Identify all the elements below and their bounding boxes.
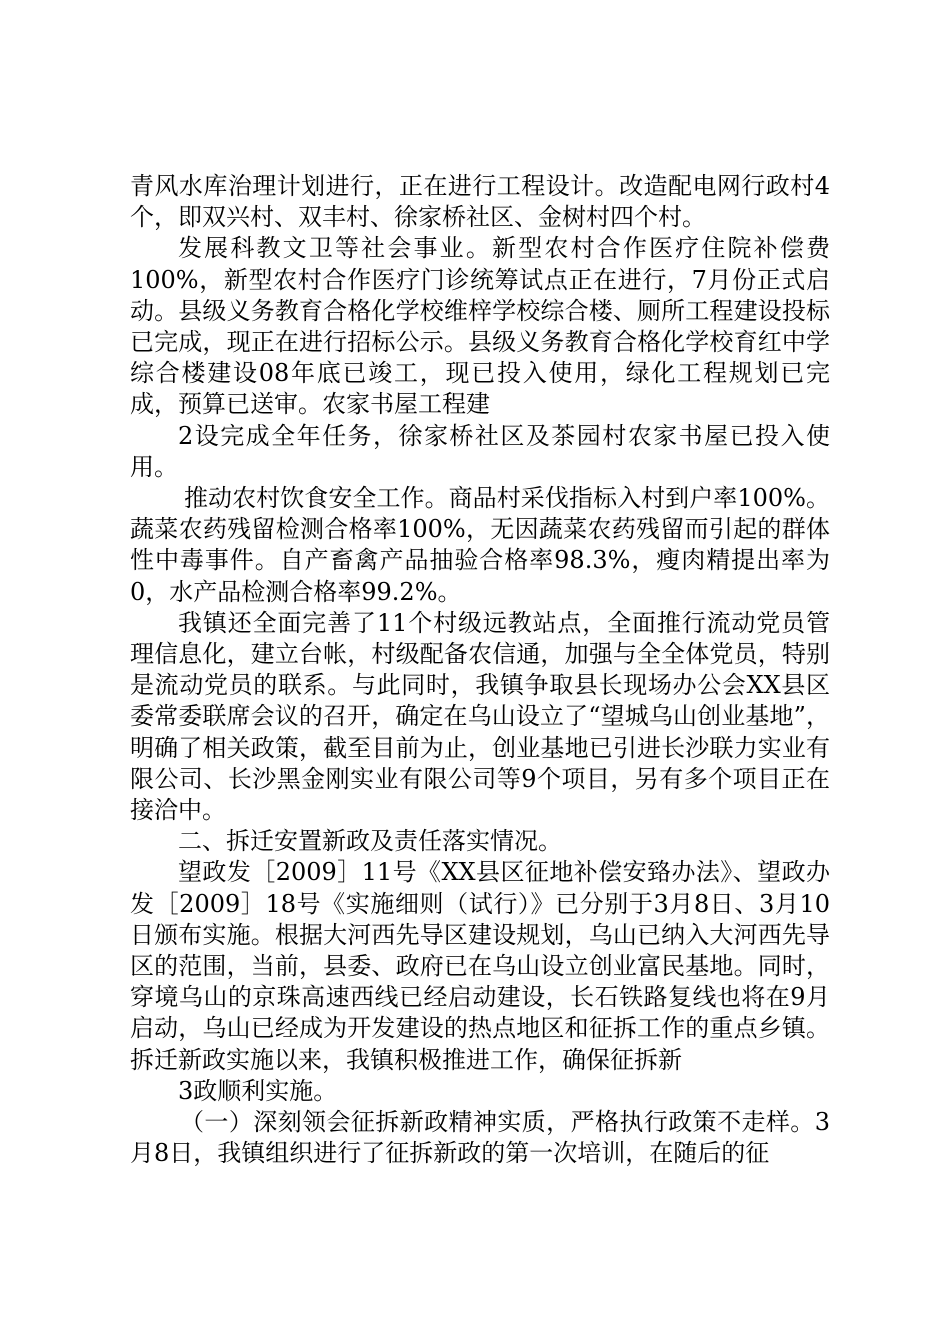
paragraph-party-members: 我镇还全面完善了11个村级远教站点，全面推行流动党员管理信息化，建立台帐，村级配备农信通，加强与全全体党员，特别是流动党员的联系。与此同时，我镇争取县长现场办公会XX县区委常委联席会议的召开，确定在乌山设立了“望城乌山创业基地”，明确了相关政策，截至目前为止，创业基地已引进长沙联力实业有限公司、长沙黑金刚实业有限公司等9个项目，另有多个项目正在接洽中。 xyxy=(130,608,830,825)
section-heading-demolition: 二、拆迁安置新政及责任落实情况。 xyxy=(178,827,562,856)
paragraph-water-reservoir: 青风水库治理计划进行，正在进行工程设计。改造配电网行政村4个，即双兴村、双丰村、徐家桥社区、金树村四个村。 xyxy=(130,172,830,232)
paragraph-page-3-continuation: 3政顺利实施。 xyxy=(178,1076,338,1105)
paragraph-policy-training: （一）深刻领会征拆新政精神实质，严格执行政策不走样。3月8日，我镇组织进行了征拆新政的第一次培训，在随后的征 xyxy=(130,1108,830,1168)
document-body xyxy=(130,171,830,1170)
paragraph-food-safety: 推动农村饮食安全工作。商品村采伐指标入村到户率100%。蔬菜农药残留检测合格率100%，无因蔬菜农药残留而引起的群体性中毒事件。自产畜禽产品抽验合格率98.3%，瘦肉精提出率为0，水产品检测合格率99.2%。 xyxy=(130,484,830,606)
paragraph-page-2-continuation: 2设完成全年任务，徐家桥社区及茶园村农家书屋已投入使用。 xyxy=(130,421,830,481)
paragraph-demolition-policy: 望政发［2009］11号《XX县区征地补偿安臵办法》、望政办发［2009］18号《实施细则（试行）》已分别于3月8日、3月10日颁布实施。根据大河西先导区建设规划，乌山已纳入大河西先导区的范围，当前，县委、政府已在乌山设立创业富民基地。同时，穿境乌山的京珠高速西线已经启动建设，长石铁路复线也将在9月启动，乌山已经成为开发建设的热点地区和征拆工作的重点乡镇。拆迁新政实施以来，我镇积极推进工作，确保征拆新 xyxy=(130,858,830,1074)
paragraph-social-affairs: 发展科教文卫等社会事业。新型农村合作医疗住院补偿费100%，新型农村合作医疗门诊统筹试点正在进行，7月份正式启动。县级义务教育合格化学校维梓学校综合楼、厕所工程建设投标已完成，现正在进行招标公示。县级义务教育合格化学校育红中学综合楼建设08年底已竣工，现已投入使用，绿化工程规划已完成，预算已送审。农家书屋工程建 xyxy=(130,234,830,419)
